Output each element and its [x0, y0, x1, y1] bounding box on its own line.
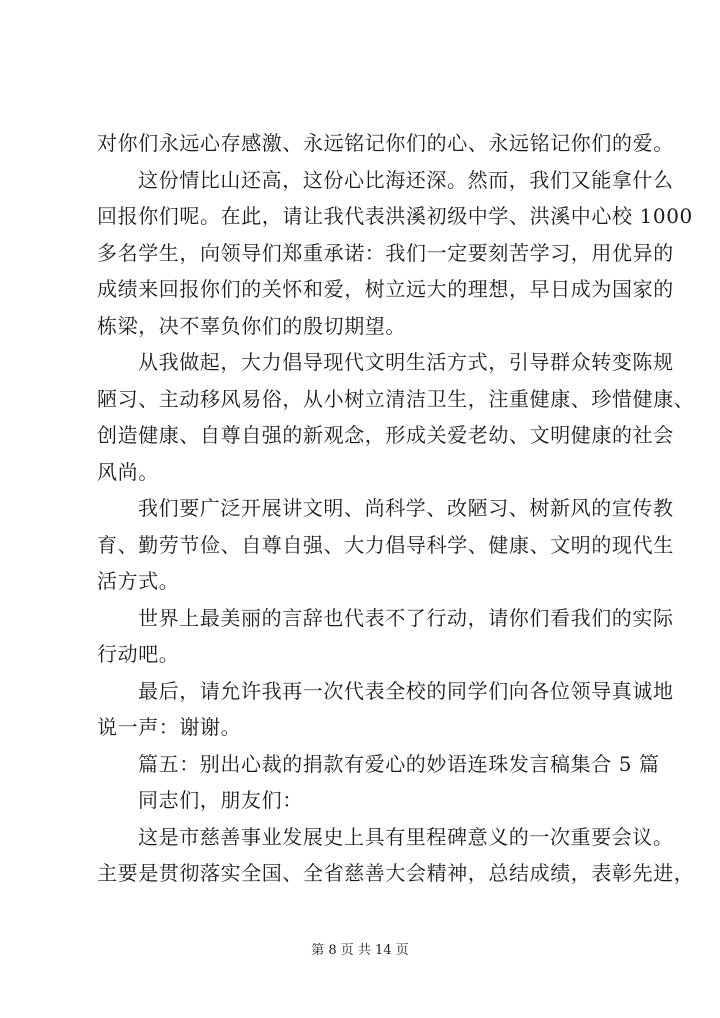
body-text — [97, 125, 695, 892]
text-line-21: 主要是贯彻落实全国、全省慈善大会精神，总结成绩，表彰先进， — [97, 861, 695, 885]
text-line-16: 最后，请允许我再一次代表全校的同学们向各位领导真诚地 — [138, 678, 674, 703]
text-line-9: 创造健康、自尊自强的新观念，形成关爱老幼、文明健康的社会 — [97, 423, 674, 447]
text-line-13: 活方式。 — [97, 569, 180, 593]
text-line-2: 这份情比山还高，这份心比海还深。然而，我们又能拿什么 — [138, 167, 674, 192]
page-number-footer: 第 8 页 共 14 页 — [311, 943, 409, 958]
text-line-17: 说一声：谢谢。 — [97, 715, 242, 739]
text-line-12: 育、勤劳节俭、自尊自强、大力倡导科学、健康、文明的现代生 — [97, 532, 674, 557]
text-line-5: 成绩来回报你们的关怀和爱，树立远大的理想，早日成为国家的 — [97, 277, 674, 301]
text-line-3: 回报你们呢。在此，请让我代表洪溪初级中学、洪溪中心校 1000 — [97, 204, 693, 228]
text-line-7: 从我做起，大力倡导现代文明生活方式，引导群众转变陈规 — [138, 350, 674, 374]
text-line-6: 栋梁，决不辜负你们的殷切期望。 — [97, 313, 406, 338]
text-line-15: 行动吧。 — [97, 642, 180, 666]
text-line-14: 世界上最美丽的言辞也代表不了行动，请你们看我们的实际 — [138, 605, 674, 630]
salutation: 同志们，朋友们： — [138, 788, 303, 812]
text-line-4: 多名学生，向领导们郑重承诺：我们一定要刻苦学习，用优异的 — [97, 240, 674, 265]
section-heading: 篇五：别出心裁的捐款有爱心的妙语连珠发言稿集合 5 篇 — [138, 751, 660, 776]
text-line-11: 我们要广泛开展讲文明、尚科学、改陋习、树新风的宣传教 — [138, 496, 674, 520]
text-line-10: 风尚。 — [97, 459, 159, 484]
text-line-20: 这是市慈善事业发展史上具有里程碑意义的一次重要会议。 — [138, 824, 674, 849]
text-line-1: 对你们永远心存感激、永远铭记你们的心、永远铭记你们的爱。 — [97, 131, 674, 155]
text-line-8: 陋习、主动移风易俗，从小树立清洁卫生，注重健康、珍惜健康、 — [97, 386, 695, 411]
